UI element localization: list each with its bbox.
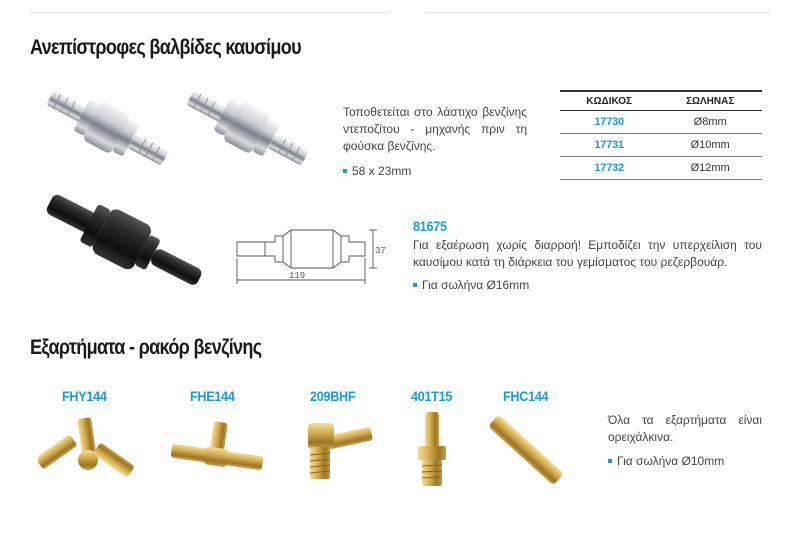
top-divider-left: [30, 12, 390, 13]
fitting-code-fhc144: FHC144: [503, 388, 549, 404]
bullet-square-icon: [608, 459, 612, 463]
table-cell-code: 17732: [560, 157, 658, 180]
black-vent-valve-image: [40, 190, 210, 295]
bullet-square-icon: [413, 283, 417, 287]
table-row: [560, 134, 762, 157]
chrome-valve-image-2: [180, 82, 315, 177]
y-fitting-image: [38, 412, 138, 492]
section-title-fittings: Εξαρτήματα - ρακόρ βενζίνης: [30, 336, 262, 359]
vent-valve-description: Για εξαέρωση χωρίς διαρροή! Εμποδίζει την υπερχείλιση του καυσίμου κατά τη διάρκεια του γεμίσματος του ρεζερβουάρ.: [413, 238, 762, 269]
table-row: [560, 111, 762, 134]
chrome-valve-image-1: [40, 82, 175, 177]
table-cell-code: 17731: [560, 134, 658, 157]
table-header-hose: ΣΩΛΗΝΑΣ: [658, 91, 762, 111]
fittings-description: Όλα τα εξαρτήματα είναι ορειχάλκινα.: [608, 413, 762, 444]
table-cell-diameter: Ø10mm: [658, 134, 762, 157]
drawing-length-label: 119: [289, 271, 306, 281]
technical-drawing: [225, 222, 393, 292]
table-cell-code: 17730: [560, 111, 658, 134]
table-cell-diameter: Ø8mm: [658, 111, 762, 134]
valve-codes-table: [560, 90, 762, 180]
fitting-code-401t15: 401T15: [411, 388, 453, 404]
table-row: [560, 157, 762, 180]
valve-size-bullet: 58 x 23mm: [343, 164, 411, 178]
elbow-fitting-image: [296, 415, 376, 485]
table-cell-diameter: Ø12mm: [658, 157, 762, 180]
table-header-code: ΚΩΔΙΚΟΣ: [560, 91, 658, 111]
drawing-height-label: 37: [375, 246, 386, 256]
vent-valve-bullet: Για σωλήνα Ø16mm: [413, 278, 529, 292]
fitting-code-fhy144: FHY144: [62, 388, 107, 404]
product-code-81675: 81675: [413, 218, 447, 234]
fittings-bullet: Για σωλήνα Ø10mm: [608, 454, 724, 468]
fitting-code-209bhf: 209BHF: [310, 388, 356, 404]
top-divider-right: [425, 12, 770, 13]
bullet-square-icon: [343, 169, 347, 173]
section-title-valves: Ανεπίστροφες βαλβίδες καυσίμου: [30, 36, 301, 59]
straight-thread-fitting-image: [412, 410, 452, 488]
fitting-code-fhe144: FHE144: [190, 388, 235, 404]
valve-description: Τοποθετείται στο λάστιχο βενζίνης ντεποζίτου - μηχανής πριν τη φούσκα βενζίνης.: [343, 105, 527, 153]
t-fitting-image: [168, 420, 268, 480]
straight-connector-image: [486, 410, 566, 490]
